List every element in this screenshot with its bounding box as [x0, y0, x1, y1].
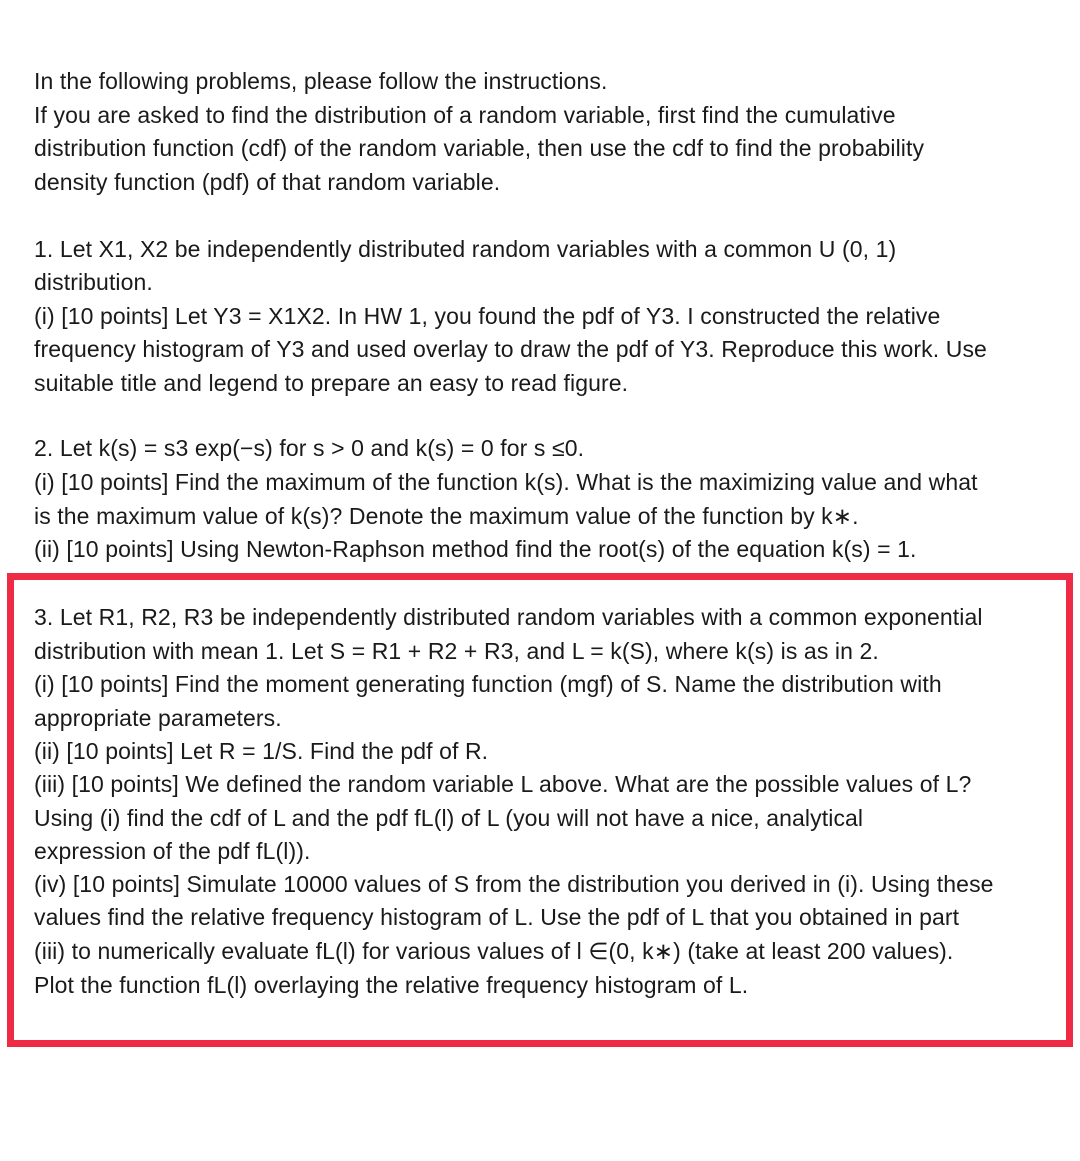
intro-line: density function (pdf) of that random variable. — [34, 169, 501, 195]
problem-3-line: (i) [10 points] Find the moment generating function (mgf) of S. Name the distribution with — [34, 671, 942, 697]
problem-3-line: expression of the pdf fL(l)). — [34, 838, 311, 864]
problem-2-line: is the maximum value of k(s)? Denote the maximum value of the function by k∗. — [34, 503, 859, 529]
problem-3-line: Plot the function fL(l) overlaying the relative frequency histogram of L. — [34, 972, 749, 998]
intro-line: In the following problems, please follow the instructions. — [34, 68, 608, 94]
problem-3-line: appropriate parameters. — [34, 705, 282, 731]
intro-line: If you are asked to find the distribution of a random variable, first find the cumulative — [34, 102, 896, 128]
intro-line: distribution function (cdf) of the random variable, then use the cdf to find the probability — [34, 135, 925, 161]
problem-3-line: values find the relative frequency histogram of L. Use the pdf of L that you obtained in part — [34, 904, 960, 930]
problem-3-line: (iv) [10 points] Simulate 10000 values of S from the distribution you derived in (i). Using these — [34, 871, 994, 897]
problem-1-line: (i) [10 points] Let Y3 = X1X2. In HW 1, you found the pdf of Y3. I constructed the relative — [34, 303, 941, 329]
problem-3-line: 3. Let R1, R2, R3 be independently distributed random variables with a common exponential — [34, 604, 983, 630]
problem-1-line: suitable title and legend to prepare an easy to read figure. — [34, 370, 629, 396]
problem-3-line: Using (i) find the cdf of L and the pdf fL(l) of L (you will not have a nice, analytical — [34, 805, 864, 831]
problem-3-line: (iii) [10 points] We defined the random variable L above. What are the possible values of L? — [34, 771, 972, 797]
problem-1-line: 1. Let X1, X2 be independently distributed random variables with a common U (0, 1) — [34, 236, 897, 262]
problem-2-line: (ii) [10 points] Using Newton-Raphson method find the root(s) of the equation k(s) = 1. — [34, 536, 917, 562]
problem-1-line: frequency histogram of Y3 and used overlay to draw the pdf of Y3. Reproduce this work. Use — [34, 336, 987, 362]
problem-1-line: distribution. — [34, 269, 153, 295]
problem-3-line: (iii) to numerically evaluate fL(l) for various values of l ∈(0, k∗) (take at least 200 values). — [34, 938, 954, 964]
problem-2-line: (i) [10 points] Find the maximum of the function k(s). What is the maximizing value and what — [34, 469, 978, 495]
problem-3-line: distribution with mean 1. Let S = R1 + R2 + R3, and L = k(S), where k(s) is as in 2. — [34, 638, 879, 664]
problem-2-line: 2. Let k(s) = s3 exp(−s) for s > 0 and k(s) = 0 for s ≤0. — [34, 435, 585, 461]
problem-3-line: (ii) [10 points] Let R = 1/S. Find the pdf of R. — [34, 738, 489, 764]
